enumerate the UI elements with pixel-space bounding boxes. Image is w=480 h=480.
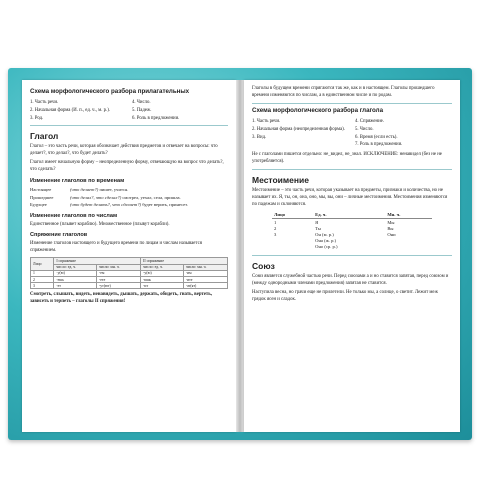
union-title: Союз (252, 260, 275, 271)
adjective-scheme-title: Схема морфологического разбора прилагательных (30, 88, 190, 95)
tense-row: Будущее (что будет делать?, что сделает?) будет верить, принесет. (30, 202, 188, 208)
verb-title: Глагол (30, 131, 59, 142)
list-item: 3. Род. (30, 115, 44, 121)
divider (30, 125, 228, 126)
tense-row: Настоящее (что делает?) пишет, учится. (30, 187, 129, 193)
pronoun-title: Местоимение (252, 174, 309, 185)
table-row: 3 -ет -ут(ют) -ит -ат(ят) (31, 283, 228, 289)
table-row: 3 Он (м. р.) Они (274, 231, 396, 237)
conjugation-title: Спряжение глаголов (30, 232, 88, 239)
union-examples: Наступила весна, но грачи еще не прилетели. Не только мы, а солнце, о светит. Лежит меж грядок ясен и сладок. (252, 289, 438, 302)
table-row: Она (ж. р.) (315, 238, 337, 244)
table-header: Лицо (272, 212, 313, 219)
table-header: II спряжение (141, 258, 228, 264)
list-item: 2. Начальная форма (И. п., ед. ч., м. р.). (30, 108, 110, 114)
left-page (22, 80, 236, 432)
conjugation-table (30, 257, 228, 289)
conjugation-text: Изменение глаголов настоящего и будущего времени по лицам и числам называется спряжением. (30, 241, 202, 254)
table-subheader: число: мн. ч. (183, 264, 227, 270)
verb-definition: Глагол – это часть речи, которая обозначает действия предметов и отвечает на вопросы: что делает?, что делал?, что будет делать? (30, 144, 218, 157)
list-item (252, 141, 349, 149)
table-row: 2 -ешь -ете -ишь -ите (31, 276, 228, 282)
list-item: 4. Спряжение. (355, 119, 385, 125)
table-row: Оно (ср. р.) (315, 244, 338, 250)
table-header: Мн. ч. (385, 212, 432, 219)
list-item: 1. Часть речи. (252, 119, 281, 125)
list-item: 7. Роль в предложении. (355, 142, 403, 148)
tense-row: Прошедшее (что делал?, что сделал?) смотрел, уехал, села, пришла. (30, 194, 181, 200)
list-item: 6. Время (если есть). (355, 134, 398, 140)
table-header: Лицо (31, 258, 54, 270)
list-item: 5. Число. (355, 127, 374, 133)
exceptions-note: Смотреть, слышать, видеть, ненавидеть, дышать, держать, обидеть, гнать, вертеть, зависеть и терпеть – глаголы II спряжения! (30, 292, 213, 305)
divider (252, 103, 452, 104)
adjective-scheme-list (30, 99, 228, 122)
list-item: 2. Начальная форма (неопределенная форма). (252, 127, 345, 133)
union-text: Союз является служебной частью речи. Перед союзами а и но ставится запятая, перед союзом и (между однородными членами предложения) запятая не ставится. (252, 273, 449, 286)
pronoun-definition: Местоимение – это часть речи, которая указывает на предметы, признаки и количества, но не называет их. Я, ты, он, она, оно, мы, вы, они – личные местоимения. Местоимения изменяются по падежам и склоняются. (252, 187, 448, 207)
numbers-title: Изменение глаголов по числам (30, 212, 118, 219)
future-tense-note: Глаголы в будущем времени спрягаются так же, как и в настоящем. Глаголы прошедшего времени изменяются по числам, а в единственном числе и по родам. (252, 86, 435, 98)
table-row: 1 Я Мы (274, 219, 395, 225)
table-row: 1 -у(ю) -ем -у(ю) -им (31, 270, 228, 276)
divider (252, 255, 452, 256)
verb-scheme-list (252, 118, 452, 149)
table-header: I спряжение (54, 258, 141, 264)
list-item: 4. Число. (132, 100, 151, 106)
list-item: 6. Роль в предложении. (132, 115, 180, 121)
ne-rule: Не с глаголами пишется отдельно: не_видел, не_знал. ИСКЛЮЧЕНИЕ: ненавидел (без не не употребляется). (252, 152, 442, 164)
numbers-text: Единственное (плывет кораблю). Множественное (плывут корабли). (30, 221, 170, 227)
tenses-title: Изменение глаголов по временам (30, 178, 125, 185)
verb-scheme-title: Схема морфологического разбора глагола (252, 106, 384, 114)
table-row: 2 Ты Вы (274, 225, 394, 231)
table-header: Ед. ч. (313, 212, 385, 219)
book-spine (236, 80, 244, 432)
table-subheader: число: ед. ч. (141, 264, 184, 270)
right-page (244, 80, 460, 432)
divider (252, 169, 452, 170)
table-subheader: число: мн. ч. (97, 264, 141, 270)
list-item: 5. Падеж. (132, 108, 152, 114)
pronoun-table (272, 212, 432, 250)
list-item: 3. Вид. (252, 134, 267, 140)
table-subheader: число: ед. ч. (54, 264, 97, 270)
verb-initial-form: Глагол имеет начальную форму – неопределенную форму, отвечающую на вопрос что делать?, что сделать? (30, 160, 224, 173)
list-item: 1. Часть речи. (30, 100, 59, 106)
